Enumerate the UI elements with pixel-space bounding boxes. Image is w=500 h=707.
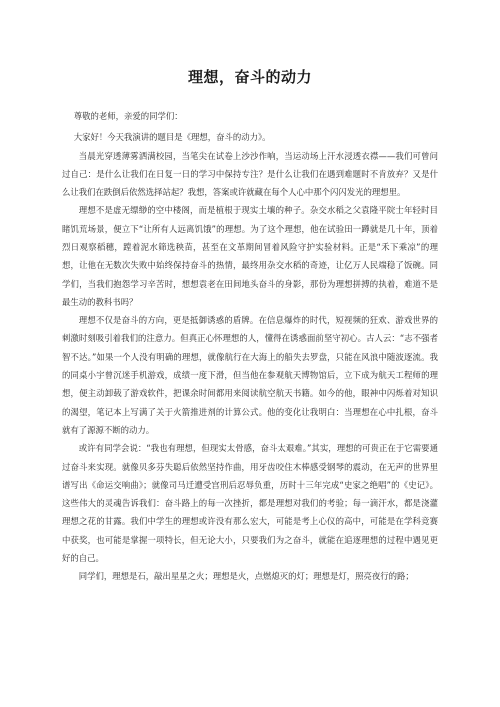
paragraph: 理想不是虚无缥缈的空中楼阁，而是植根于现实土壤的种子。杂交水稻之父袁隆平院士年轻时目睹饥荒场景，便立下“让所有人远离饥饿”的理想。为了这个理想，他在试验田一蹲就是几十年，顶着烈日观察稻穗，蹚着泥水筛选秧苗，甚至在文革期间冒着风险守护实验材料。正是“禾下乘凉”的理想，让他在无数次失败中始终保持奋斗的热情，最终用杂交水稻的奇迹，让亿万人民端稳了饭碗。同学们，当我们抱怨学习辛苦时，想想袁老在田间地头奋斗的身影，那份为理想拼搏的执着，难道不是最生动的教科书吗？ [62, 205, 438, 307]
paragraph: 理想不仅是奋斗的方向，更是抵御诱惑的盾牌。在信息爆炸的时代，短视频的狂欢、游戏世界的刺激时刻吸引着我们的注意力。但真正心怀理想的人，懂得在诱惑面前坚守初心。古人云：“志不强者智不达。”如果一个人没有明确的理想，就像航行在大海上的船失去罗盘，只能在风浪中随波逐流。我的同桌小宇曾沉迷手机游戏，成绩一度下滑，但当他在参观航天博物馆后，立下成为航天工程师的理想，便主动卸载了游戏软件，把课余时间都用来阅读航空航天书籍。如今的他，眼神中闪烁着对知识的渴望，笔记本上写满了关于火箭推进剂的计算公式。他的变化让我明白：当理想在心中扎根，奋斗就有了源源不断的动力。 [62, 315, 438, 435]
paragraph: 同学们，理想是石，敲出星星之火；理想是火，点燃熄灭的灯；理想是灯，照亮夜行的路； [78, 571, 414, 582]
salutation: 尊敬的老师，亲爱的同学们： [73, 111, 183, 121]
document-title: 理想，奋斗的动力 [187, 68, 312, 86]
paragraph: 大家好！今天我演讲的题目是《理想，奋斗的动力》。 [73, 132, 271, 143]
paragraph: 或许有同学会说：“我也有理想，但现实太骨感，奋斗太艰难。”其实，理想的可贵正在于它需要通过奋斗来实现。就像贝多芬失聪后依然坚持作曲，用牙齿咬住木棒感受钢琴的震动，在无声的世界里谱写出《命运交响曲》；就像司马迁遭受宫刑后忍辱负重，历时十三年完成“史家之绝唱”的《史记》。这些伟大的灵魂告诉我们：奋斗路上的每一次挫折，都是理想对我们的考验；每一滴汗水，都是浇灌理想之花的甘露。我们中学生的理想或许没有那么宏大，可能是考上心仪的高中，可能是在学科竞赛中获奖，也可能是掌握一项特长，但无论大小，只要我们为之奋斗，就能在追逐理想的过程中遇见更好的自己。 [62, 443, 438, 564]
paragraph: 当晨光穿透薄雾洒满校园，当笔尖在试卷上沙沙作响，当运动场上汗水浸透衣襟——我们可曾问过自己：是什么让我们在日复一日的学习中保持专注？是什么让我们在遇到难题时不肯放弃？又是什么让我们在跌倒后依然选择站起？我想，答案或许就藏在每个人心中那个闪闪发光的理想里。 [62, 150, 438, 198]
